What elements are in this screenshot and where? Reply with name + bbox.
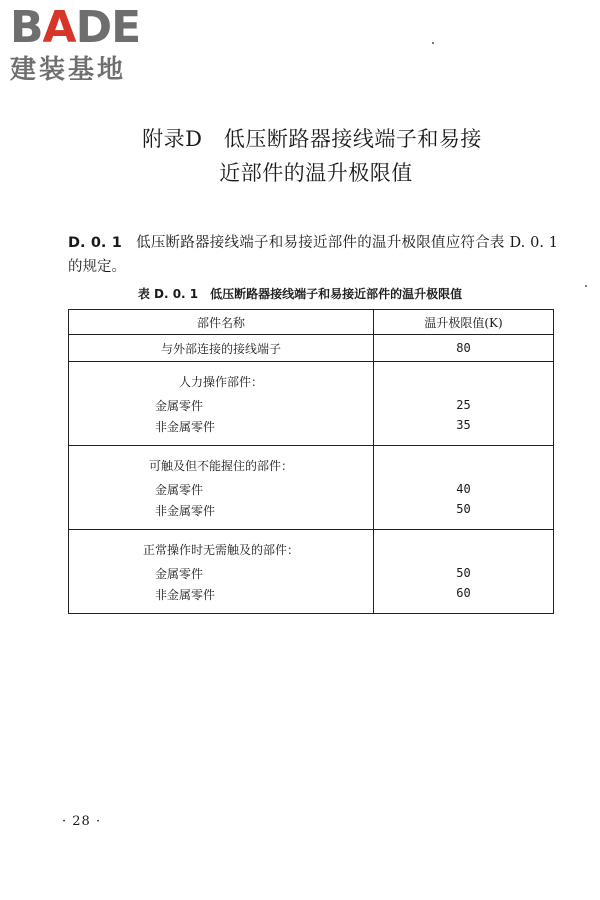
logo-subtitle: 建装基地 bbox=[10, 55, 127, 85]
column-header-part-name: 部件名称 bbox=[69, 310, 374, 335]
table-row bbox=[69, 335, 554, 362]
part-name-cell: 金属零件 bbox=[69, 562, 374, 585]
table-row bbox=[69, 562, 554, 585]
clause-paragraph bbox=[68, 231, 558, 279]
temperature-rise-table bbox=[68, 309, 554, 614]
part-name-cell: 金属零件 bbox=[69, 478, 374, 501]
limit-value-cell: 25 bbox=[374, 394, 554, 417]
logo bbox=[10, 4, 180, 86]
group-heading-cell: 人力操作部件： bbox=[69, 362, 374, 394]
table-row bbox=[69, 446, 554, 478]
limit-value-cell: 60 bbox=[374, 585, 554, 614]
part-name-cell: 与外部连接的接线端子 bbox=[69, 335, 374, 362]
limit-value-cell: 40 bbox=[374, 478, 554, 501]
table-group-manual-operation bbox=[69, 362, 554, 446]
table-group-terminal bbox=[69, 335, 554, 362]
part-name-cell: 非金属零件 bbox=[69, 585, 374, 614]
limit-value-cell: 50 bbox=[374, 562, 554, 585]
table-caption: 表 D. 0. 1 低压断路器接线端子和易接近部件的温升极限值 bbox=[137, 287, 463, 301]
appendix-title-line1: 附录D 低压断路器接线端子和易接 bbox=[142, 127, 482, 151]
scan-speck bbox=[432, 42, 434, 44]
table-row bbox=[69, 394, 554, 417]
table-row bbox=[69, 362, 554, 394]
clause-text: 低压断路器接线端子和易接近部件的温升极限值应符合表 D. 0. 1 的规定。 bbox=[68, 235, 559, 275]
limit-value-cell: 35 bbox=[374, 417, 554, 446]
table-row bbox=[69, 530, 554, 562]
group-heading-cell: 正常操作时无需触及的部件： bbox=[69, 530, 374, 562]
logo-wordmark: BADE bbox=[10, 2, 141, 53]
table-row bbox=[69, 417, 554, 446]
limit-value-cell: 80 bbox=[374, 335, 554, 362]
page-number: · 28 · bbox=[62, 814, 102, 829]
clause-number: D. 0. 1 bbox=[68, 235, 122, 251]
table-row bbox=[69, 478, 554, 501]
limit-value-cell: 50 bbox=[374, 501, 554, 530]
part-name-cell: 非金属零件 bbox=[69, 501, 374, 530]
group-heading-cell: 可触及但不能握住的部件： bbox=[69, 446, 374, 478]
column-header-limit: 温升极限值(K) bbox=[374, 310, 554, 335]
part-name-cell: 金属零件 bbox=[69, 394, 374, 417]
table-group-touchable bbox=[69, 446, 554, 530]
part-name-cell: 非金属零件 bbox=[69, 417, 374, 446]
table-row bbox=[69, 501, 554, 530]
table-group-no-touch bbox=[69, 530, 554, 614]
table-row bbox=[69, 585, 554, 614]
appendix-title-line2: 近部件的温升极限值 bbox=[219, 161, 413, 185]
